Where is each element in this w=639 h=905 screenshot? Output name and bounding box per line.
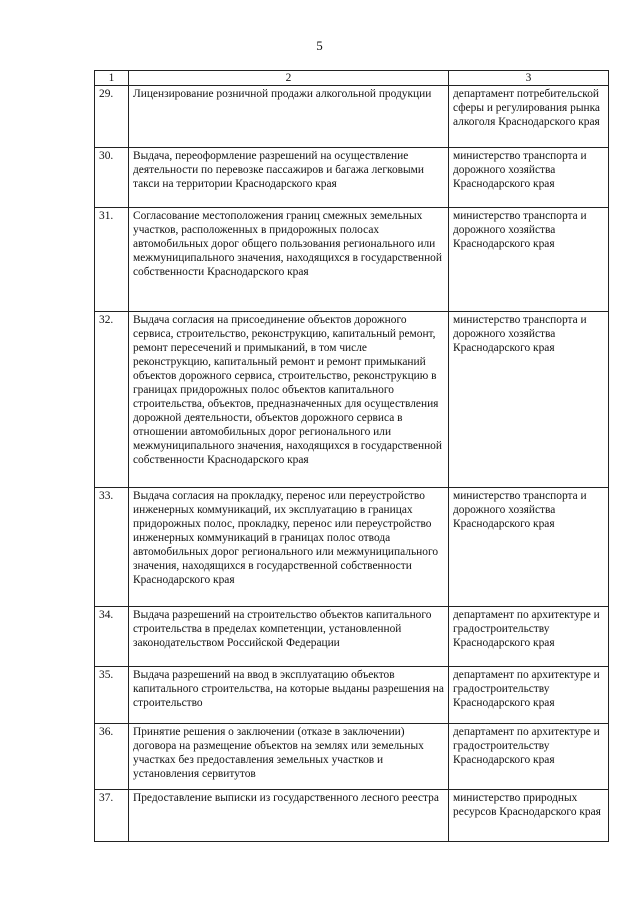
- service-name: Выдача, переоформление разрешений на осуществление деятельности по перевозке пассажиров и багажа легковыми такси на территории Краснодарского края: [129, 148, 449, 208]
- table-row: [95, 790, 609, 842]
- responsible-agency: министерство природных ресурсов Краснодарского края: [449, 790, 609, 842]
- responsible-agency: департамент по архитектуре и градостроительству Краснодарского края: [449, 724, 609, 790]
- service-name: Согласование местоположения границ смежных земельных участков, расположенных в придорожных полосах автомобильных дорог общего пользования регионального или межмуниципального значения, находящихся в государственной собственности Краснодарского края: [129, 208, 449, 312]
- row-number: 35.: [95, 667, 129, 724]
- row-number: 31.: [95, 208, 129, 312]
- service-name: Выдача разрешений на строительство объектов капитального строительства в пределах компетенции, установленной законодательством Российской Федерации: [129, 607, 449, 667]
- header-cell-number: 1: [95, 71, 129, 86]
- responsible-agency: министерство транспорта и дорожного хозяйства Краснодарского края: [449, 148, 609, 208]
- row-number: 34.: [95, 607, 129, 667]
- row-number: 32.: [95, 312, 129, 488]
- service-name: Предоставление выписки из государственного лесного реестра: [129, 790, 449, 842]
- row-number: 33.: [95, 488, 129, 607]
- service-name: Лицензирование розничной продажи алкогольной продукции: [129, 86, 449, 148]
- service-name: Принятие решения о заключении (отказе в заключении) договора на размещение объектов на землях или земельных участках без предоставления земельных участков и установления сервитутов: [129, 724, 449, 790]
- table-row: [95, 208, 609, 312]
- table-row: [95, 148, 609, 208]
- responsible-agency: министерство транспорта и дорожного хозяйства Краснодарского края: [449, 208, 609, 312]
- table-header-row: [95, 71, 609, 86]
- table-row: [95, 86, 609, 148]
- responsible-agency: департамент по архитектуре и градостроительству Краснодарского края: [449, 667, 609, 724]
- responsible-agency: департамент по архитектуре и градостроительству Краснодарского края: [449, 607, 609, 667]
- page-number: 5: [316, 38, 323, 53]
- responsible-agency: министерство транспорта и дорожного хозяйства Краснодарского края: [449, 488, 609, 607]
- row-number: 37.: [95, 790, 129, 842]
- table-row: [95, 488, 609, 607]
- table-row: [95, 312, 609, 488]
- table-row: [95, 667, 609, 724]
- header-cell-service: 2: [129, 71, 449, 86]
- service-name: Выдача согласия на присоединение объектов дорожного сервиса, строительство, реконструкцию, капитальный ремонт, ремонт пересечений и примыканий, в том числе реконструкцию, капитальный ремонт и ремонт примыканий объектов дорожного сервиса, строительство, реконструкцию в границах придорожных полос объектов капитального строительства, объектов, предназначенных для осуществления дорожной деятельности, объектов дорожного сервиса в отношении автомобильных дорог регионального или межмуниципального значения, находящихся в государственной собственности Краснодарского края: [129, 312, 449, 488]
- responsible-agency: министерство транспорта и дорожного хозяйства Краснодарского края: [449, 312, 609, 488]
- row-number: 36.: [95, 724, 129, 790]
- row-number: 30.: [95, 148, 129, 208]
- table-row: [95, 607, 609, 667]
- responsible-agency: департамент потребительской сферы и регулирования рынка алкоголя Краснодарского края: [449, 86, 609, 148]
- header-cell-agency: 3: [449, 71, 609, 86]
- table-row: [95, 724, 609, 790]
- service-name: Выдача согласия на прокладку, перенос или переустройство инженерных коммуникаций, их эксплуатацию в границах придорожных полос, прокладку, перенос или переустройство инженерных коммуникаций в границах полос отвода автомобильных дорог регионального или межмуниципального значения, находящихся в государственной собственности Краснодарского края: [129, 488, 449, 607]
- row-number: 29.: [95, 86, 129, 148]
- service-name: Выдача разрешений на ввод в эксплуатацию объектов капитального строительства, на которые выданы разрешения на строительство: [129, 667, 449, 724]
- services-table: [94, 70, 609, 842]
